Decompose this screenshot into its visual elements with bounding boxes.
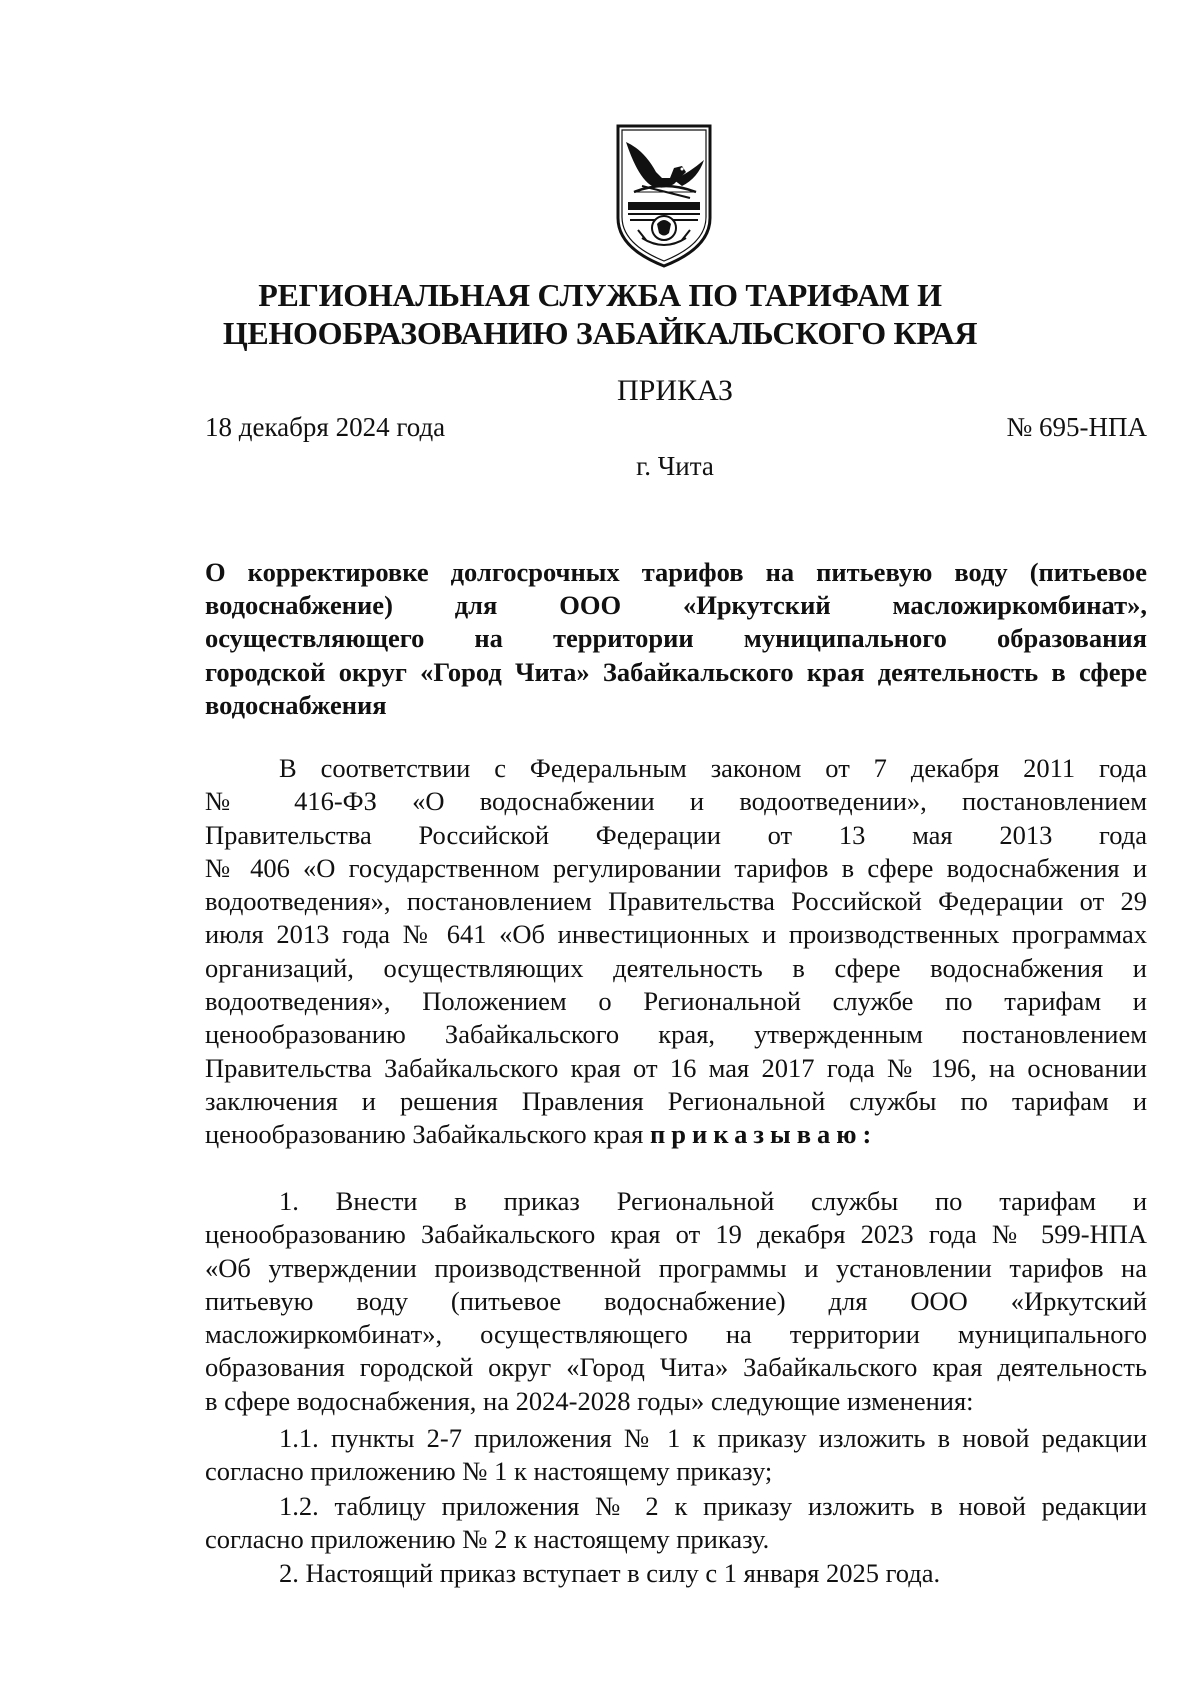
preamble-line: Правительства Забайкальского края от 16 мая 2017 года № 196, на основании bbox=[205, 1052, 1147, 1083]
item-1-2-paragraph bbox=[205, 1490, 1147, 1557]
title-line: осуществляющего на территории муниципального образования bbox=[205, 623, 1147, 654]
preamble-line-text: ценообразованию Забайкальского края bbox=[205, 1119, 644, 1150]
title-line: водоснабжение) для ООО «Иркутский масложиркомбинат», bbox=[205, 590, 1147, 621]
item-1-1-paragraph bbox=[205, 1422, 1147, 1489]
item-1-line: образования городской округ «Город Чита» Забайкальского края деятельность bbox=[205, 1352, 1147, 1383]
preamble-line bbox=[205, 1118, 1147, 1151]
item-1-2-line: 1.2. таблицу приложения № 2 к приказу изложить в новой редакции bbox=[279, 1491, 1147, 1521]
item-1-line: питьевую воду (питьевое водоснабжение) для ООО «Иркутский bbox=[205, 1285, 1147, 1316]
preamble-line: Правительства Российской Федерации от 13 мая 2013 года bbox=[205, 819, 1147, 850]
item-1-line: «Об утверждении производственной программы и установлении тарифов на bbox=[205, 1252, 1147, 1283]
document-city: г. Чита bbox=[636, 451, 714, 481]
item-1-paragraph bbox=[205, 1185, 1147, 1418]
item-2-paragraph bbox=[205, 1557, 1147, 1590]
document-date: 18 декабря 2024 года bbox=[205, 412, 446, 442]
title-line: О корректировке долгосрочных тарифов на питьевую воду (питьевое bbox=[205, 557, 1147, 587]
item-1-line: масложиркомбинат», осуществляющего на территории муниципального bbox=[205, 1319, 1147, 1350]
document-title bbox=[205, 556, 1147, 722]
preamble-line: В соответствии с Федеральным законом от 7 декабря 2011 года bbox=[279, 753, 1147, 783]
preamble-line: водоотведения», постановлением Правительства Российской Федерации от 29 bbox=[205, 886, 1147, 917]
title-line: водоснабжения bbox=[205, 689, 387, 720]
item-1-1-line: 1.1. пункты 2-7 приложения № 1 к приказу изложить в новой редакции bbox=[279, 1423, 1147, 1453]
preamble-line: водоотведения», Положением о Региональной службе по тарифам и bbox=[205, 986, 1147, 1017]
preamble-line: № 406 «О государственном регулировании тарифов в сфере водоснабжения и bbox=[205, 852, 1147, 883]
item-2-line: 2. Настоящий приказ вступает в силу с 1 января 2025 года. bbox=[279, 1558, 941, 1588]
item-1-1-line: согласно приложению № 1 к настоящему приказу; bbox=[205, 1456, 773, 1487]
title-line: городской округ «Город Чита» Забайкальского края деятельность в сфере bbox=[205, 656, 1147, 687]
preamble-line: заключения и решения Правления Региональной службы по тарифам и bbox=[205, 1085, 1147, 1116]
preamble-line: организаций, осуществляющих деятельность в сфере водоснабжения и bbox=[205, 952, 1147, 983]
preamble-line: № 416-ФЗ «О водоснабжении и водоотведении», постановлением bbox=[205, 786, 1147, 817]
item-1-2-line: согласно приложению № 2 к настоящему приказу. bbox=[205, 1524, 770, 1555]
authority-line-1: РЕГИОНАЛЬНАЯ СЛУЖБА ПО ТАРИФАМ И bbox=[258, 277, 942, 313]
preamble-line: июля 2013 года № 641 «Об инвестиционных и производственных программах bbox=[205, 919, 1147, 950]
authority-line-2: ЦЕНООБРАЗОВАНИЮ ЗАБАЙКАЛЬСКОГО КРАЯ bbox=[222, 315, 978, 351]
item-1-line: 1. Внести в приказ Региональной службы по тарифам и bbox=[279, 1186, 1147, 1216]
preamble-line: ценообразованию Забайкальского края, утвержденным постановлением bbox=[205, 1019, 1147, 1050]
document-type: ПРИКАЗ bbox=[617, 374, 733, 407]
order-action-word: приказываю: bbox=[649, 1119, 878, 1150]
item-1-line: ценообразованию Забайкальского края от 19 декабря 2023 года № 599-НПА bbox=[205, 1219, 1147, 1250]
item-1-line: в сфере водоснабжения, на 2024-2028 годы» следующие изменения: bbox=[205, 1385, 974, 1416]
coat-of-arms-emblem bbox=[612, 120, 716, 270]
document-number: № 695-НПА bbox=[1006, 412, 1147, 442]
preamble-paragraph bbox=[205, 752, 1147, 1152]
issuing-authority bbox=[150, 276, 1050, 352]
